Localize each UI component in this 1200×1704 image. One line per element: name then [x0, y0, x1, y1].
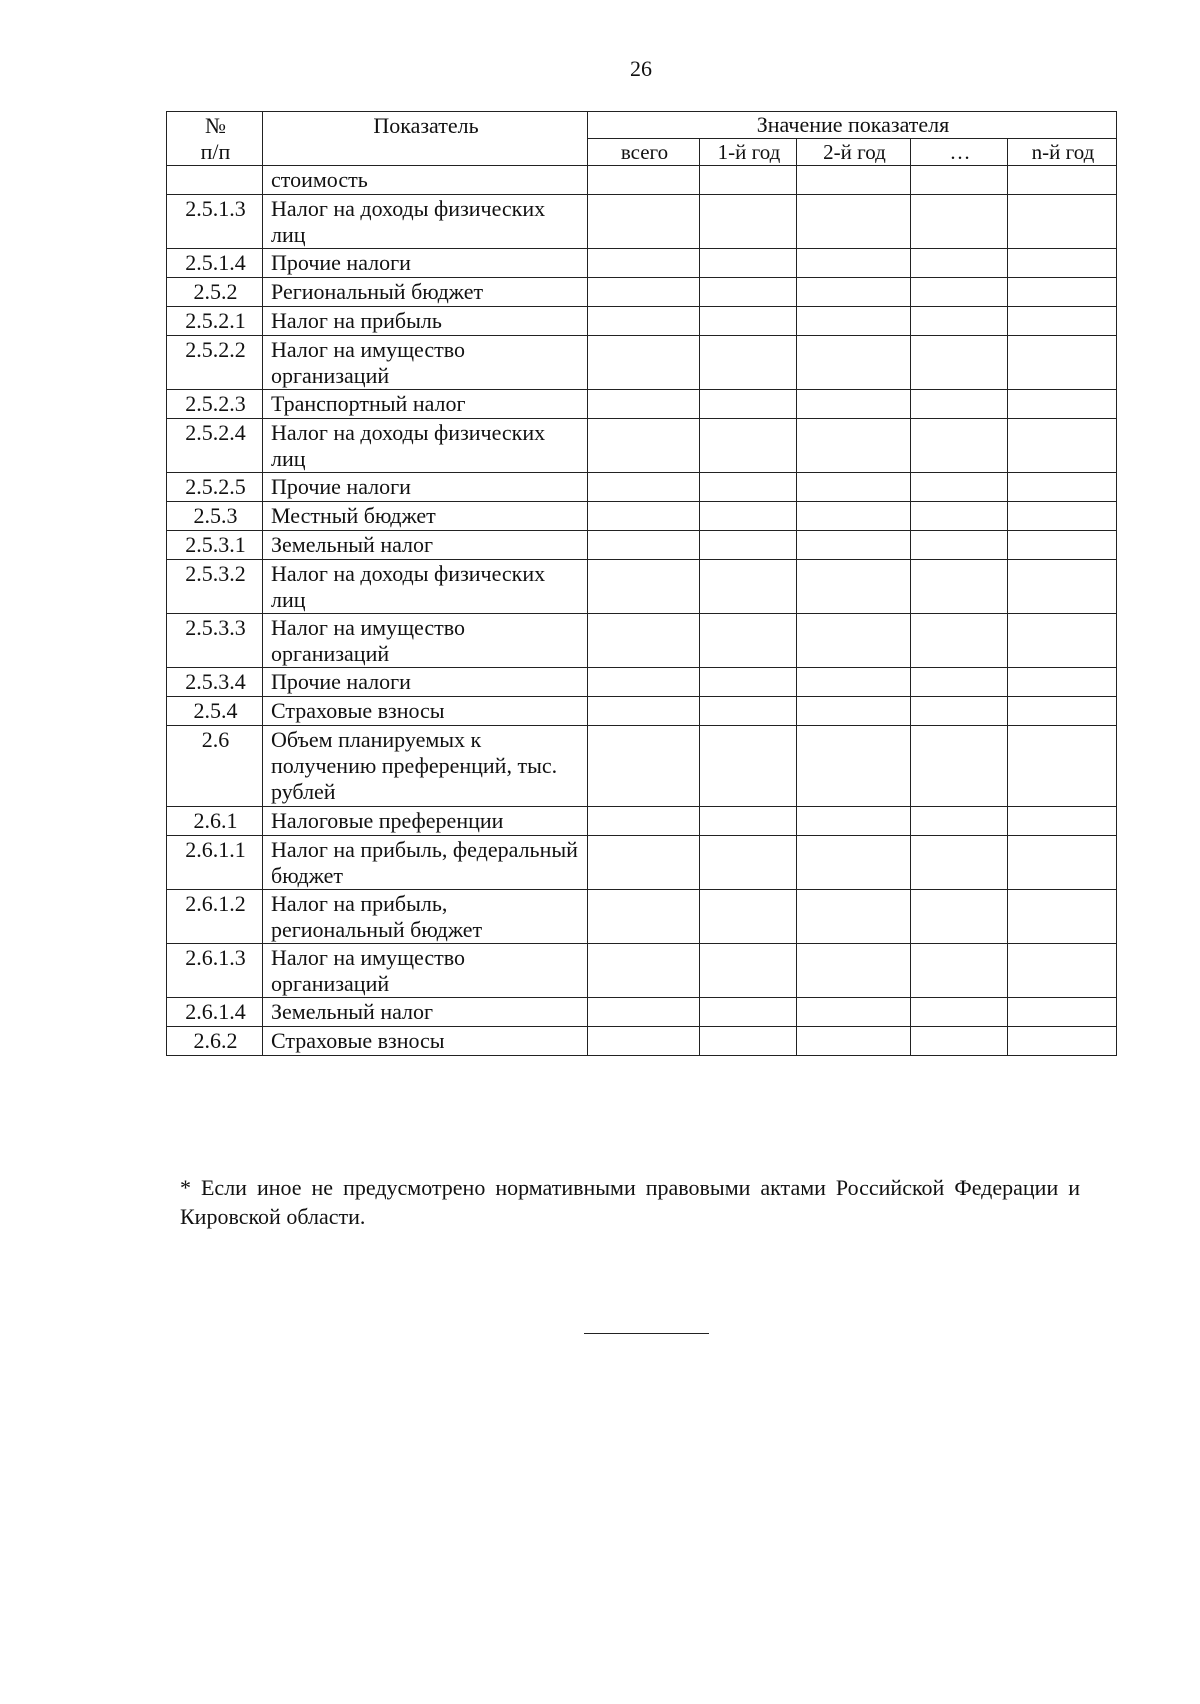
row-indicator: Налог на доходы физических лиц	[263, 195, 588, 249]
value-cell	[797, 890, 911, 944]
value-cell	[911, 697, 1008, 726]
row-number: 2.5.4	[167, 697, 263, 726]
value-cell	[797, 473, 911, 502]
value-cell	[588, 998, 700, 1027]
value-cell	[700, 166, 797, 195]
value-cell	[588, 390, 700, 419]
row-number: 2.5.2.2	[167, 336, 263, 390]
row-indicator: Прочие налоги	[263, 473, 588, 502]
value-cell	[911, 614, 1008, 668]
value-cell	[588, 668, 700, 697]
value-cell	[1008, 944, 1117, 998]
value-cell	[797, 390, 911, 419]
table-row	[167, 836, 1117, 890]
value-cell	[588, 944, 700, 998]
value-cell	[911, 390, 1008, 419]
value-cell	[700, 836, 797, 890]
value-cell	[700, 195, 797, 249]
value-cell	[1008, 390, 1117, 419]
value-cell	[797, 195, 911, 249]
value-cell	[797, 249, 911, 278]
value-cell	[797, 1027, 911, 1056]
row-number: 2.5.3.3	[167, 614, 263, 668]
value-cell	[700, 419, 797, 473]
table-row	[167, 307, 1117, 336]
value-cell	[1008, 998, 1117, 1027]
row-indicator: Региональный бюджет	[263, 278, 588, 307]
row-number: 2.6	[167, 726, 263, 807]
value-cell	[700, 726, 797, 807]
value-cell	[700, 1027, 797, 1056]
value-cell	[588, 697, 700, 726]
value-cell	[911, 560, 1008, 614]
table-row	[167, 336, 1117, 390]
value-cell	[911, 890, 1008, 944]
value-cell	[588, 890, 700, 944]
value-cell	[700, 390, 797, 419]
row-indicator: Налоговые преференции	[263, 807, 588, 836]
row-indicator: Налог на прибыль	[263, 307, 588, 336]
value-cell	[1008, 473, 1117, 502]
closing-rule	[584, 1333, 709, 1334]
value-cell	[797, 166, 911, 195]
value-cell	[1008, 531, 1117, 560]
row-number: 2.6.1.1	[167, 836, 263, 890]
row-indicator: Прочие налоги	[263, 668, 588, 697]
value-cell	[911, 278, 1008, 307]
table-row	[167, 419, 1117, 473]
value-cell	[797, 419, 911, 473]
value-cell	[588, 473, 700, 502]
value-cell	[588, 249, 700, 278]
value-cell	[911, 668, 1008, 697]
value-cell	[1008, 836, 1117, 890]
value-cell	[911, 307, 1008, 336]
row-number: 2.6.1.2	[167, 890, 263, 944]
value-cell	[1008, 419, 1117, 473]
value-cell	[700, 278, 797, 307]
value-cell	[588, 278, 700, 307]
value-cell	[1008, 807, 1117, 836]
row-indicator: Страховые взносы	[263, 697, 588, 726]
row-number: 2.5.2.4	[167, 419, 263, 473]
row-indicator: Налог на доходы физических лиц	[263, 419, 588, 473]
table-row	[167, 668, 1117, 697]
value-cell	[588, 166, 700, 195]
row-indicator: Страховые взносы	[263, 1027, 588, 1056]
value-col-header: …	[911, 139, 1008, 166]
value-cell	[588, 502, 700, 531]
value-cell	[911, 195, 1008, 249]
table-row	[167, 473, 1117, 502]
value-cell	[1008, 249, 1117, 278]
value-cell	[797, 560, 911, 614]
value-cell	[588, 560, 700, 614]
value-cell	[700, 697, 797, 726]
row-number: 2.5.1.4	[167, 249, 263, 278]
table-row	[167, 890, 1117, 944]
row-indicator: стоимость	[263, 166, 588, 195]
row-number: 2.5.2.1	[167, 307, 263, 336]
value-cell	[797, 307, 911, 336]
table-row	[167, 807, 1117, 836]
value-cell	[911, 249, 1008, 278]
table-row	[167, 614, 1117, 668]
row-number: 2.5.3	[167, 502, 263, 531]
value-cell	[911, 998, 1008, 1027]
value-cell	[1008, 502, 1117, 531]
value-cell	[797, 668, 911, 697]
value-cell	[700, 807, 797, 836]
row-indicator: Прочие налоги	[263, 249, 588, 278]
row-number: 2.6.1	[167, 807, 263, 836]
value-cell	[700, 473, 797, 502]
row-indicator: Налог на имущество организаций	[263, 944, 588, 998]
value-cell	[797, 531, 911, 560]
value-cell	[700, 560, 797, 614]
footnote: * Если иное не предусмотрено нормативными правовыми актами Российской Федерации и Кировской области.	[180, 1175, 1080, 1229]
value-cell	[797, 726, 911, 807]
value-cell	[700, 336, 797, 390]
value-cell	[700, 249, 797, 278]
value-cell	[911, 944, 1008, 998]
row-indicator: Налог на прибыль, региональный бюджет	[263, 890, 588, 944]
value-cell	[797, 278, 911, 307]
row-indicator: Налог на имущество организаций	[263, 336, 588, 390]
value-cell	[588, 419, 700, 473]
row-number: 2.5.2.5	[167, 473, 263, 502]
table-row	[167, 697, 1117, 726]
value-cell	[1008, 890, 1117, 944]
table-row	[167, 998, 1117, 1027]
value-cell	[797, 807, 911, 836]
value-cell	[911, 531, 1008, 560]
value-cell	[588, 1027, 700, 1056]
row-indicator: Объем планируемых к получению преференций, тыс. рублей	[263, 726, 588, 807]
value-cell	[700, 944, 797, 998]
value-cell	[700, 307, 797, 336]
row-indicator: Местный бюджет	[263, 502, 588, 531]
value-cell	[797, 336, 911, 390]
value-col-header: 2-й год	[797, 139, 911, 166]
table-row	[167, 560, 1117, 614]
table-row	[167, 726, 1117, 807]
col-num-header-line2: п/п	[200, 139, 231, 164]
row-number: 2.5.1.3	[167, 195, 263, 249]
value-cell	[911, 836, 1008, 890]
value-cell	[588, 807, 700, 836]
value-cell	[1008, 668, 1117, 697]
row-number: 2.5.3.2	[167, 560, 263, 614]
row-number	[167, 166, 263, 195]
row-indicator: Налог на доходы физических лиц	[263, 560, 588, 614]
value-col-header: n-й год	[1008, 139, 1117, 166]
value-group-header: Значение показателя	[588, 112, 1117, 139]
row-indicator: Транспортный налог	[263, 390, 588, 419]
value-cell	[1008, 307, 1117, 336]
row-number: 2.6.1.3	[167, 944, 263, 998]
table-row	[167, 390, 1117, 419]
value-cell	[588, 307, 700, 336]
table-header-row	[167, 112, 1117, 139]
value-cell	[700, 668, 797, 697]
value-cell	[911, 166, 1008, 195]
value-cell	[797, 614, 911, 668]
value-cell	[700, 890, 797, 944]
value-cell	[1008, 1027, 1117, 1056]
value-cell	[1008, 726, 1117, 807]
row-number: 2.5.2.3	[167, 390, 263, 419]
col-num-header	[167, 112, 263, 166]
value-col-header: 1-й год	[700, 139, 797, 166]
table-row	[167, 195, 1117, 249]
indicators-table	[166, 111, 1117, 1056]
value-cell	[797, 998, 911, 1027]
value-cell	[911, 1027, 1008, 1056]
page-number: 26	[630, 56, 652, 81]
value-cell	[588, 531, 700, 560]
value-cell	[911, 726, 1008, 807]
value-cell	[588, 836, 700, 890]
value-cell	[588, 614, 700, 668]
value-col-header: всего	[588, 139, 700, 166]
row-number: 2.5.2	[167, 278, 263, 307]
row-number: 2.6.2	[167, 1027, 263, 1056]
value-cell	[911, 807, 1008, 836]
value-cell	[1008, 336, 1117, 390]
value-cell	[797, 944, 911, 998]
col-num-header-line1: №	[205, 113, 226, 138]
value-cell	[911, 419, 1008, 473]
table-row	[167, 1027, 1117, 1056]
table-row	[167, 502, 1117, 531]
value-cell	[1008, 278, 1117, 307]
value-cell	[588, 195, 700, 249]
row-number: 2.5.3.4	[167, 668, 263, 697]
table-row	[167, 531, 1117, 560]
value-cell	[700, 502, 797, 531]
value-cell	[700, 531, 797, 560]
table-row	[167, 278, 1117, 307]
value-cell	[911, 473, 1008, 502]
row-indicator: Земельный налог	[263, 531, 588, 560]
value-cell	[588, 336, 700, 390]
row-indicator: Земельный налог	[263, 998, 588, 1027]
value-cell	[700, 614, 797, 668]
value-cell	[1008, 697, 1117, 726]
value-cell	[700, 998, 797, 1027]
table-row	[167, 944, 1117, 998]
table-row	[167, 166, 1117, 195]
row-number: 2.6.1.4	[167, 998, 263, 1027]
value-cell	[911, 336, 1008, 390]
value-cell	[588, 726, 700, 807]
value-cell	[797, 502, 911, 531]
row-indicator: Налог на имущество организаций	[263, 614, 588, 668]
value-cell	[797, 697, 911, 726]
value-cell	[797, 836, 911, 890]
value-cell	[1008, 614, 1117, 668]
value-cell	[1008, 560, 1117, 614]
col-indicator-header: Показатель	[263, 112, 588, 166]
row-indicator: Налог на прибыль, федеральный бюджет	[263, 836, 588, 890]
value-cell	[1008, 195, 1117, 249]
value-cell	[1008, 166, 1117, 195]
table-row	[167, 249, 1117, 278]
value-cell	[911, 502, 1008, 531]
row-number: 2.5.3.1	[167, 531, 263, 560]
